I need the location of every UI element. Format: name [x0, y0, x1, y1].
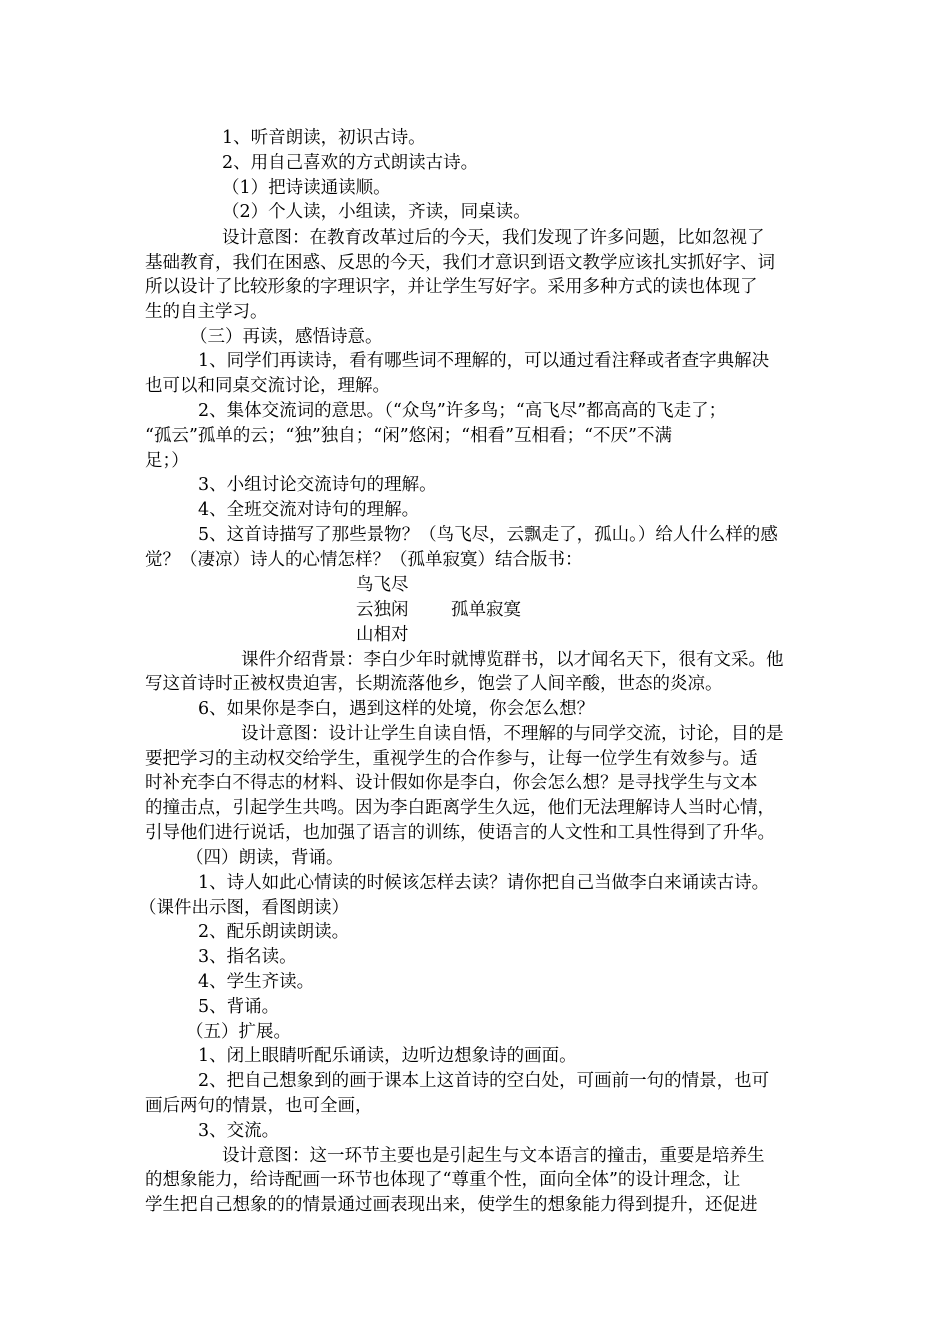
text-line: （1）把诗读通读顺。 — [222, 178, 391, 198]
board-text: 云独闲 — [356, 600, 409, 620]
text-line: 要把学习的主动权交给学生，重视学生的合作参与，让每一位学生有效参与。适 — [145, 749, 758, 769]
text-line: 引导他们进行说话，也加强了语言的训练，使语言的人文性和工具性得到了升华。 — [145, 823, 775, 843]
text-line: 也可以和同桌交流讨论，理解。 — [145, 376, 390, 396]
text-line: 2、把自己想象到的画于课本上这首诗的空白处，可画前一句的情景，也可 — [198, 1071, 770, 1091]
text-line: 觉？（凄凉）诗人的心情怎样？（孤单寂寞）结合版书： — [145, 550, 583, 570]
text-line: 3、小组讨论交流诗句的理解。 — [198, 475, 437, 495]
text-line: 写这首诗时正被权贵迫害，长期流落他乡，饱尝了人间辛酸，世态的炎凉。 — [145, 674, 723, 694]
text-line: 3、交流。 — [198, 1121, 280, 1141]
text-line: 4、全班交流对诗句的理解。 — [198, 500, 420, 520]
section-heading: （三）再读，感悟诗意。 — [190, 327, 383, 347]
section-heading: （五）扩展。 — [186, 1022, 291, 1042]
text-line: 1、诗人如此心情读的时候该怎样去读？请你把自己当做李白来诵读古诗。 — [198, 873, 770, 893]
text-line: 的撞击点，引起学生共鸣。因为李白距离学生久远，他们无法理解诗人当时心情， — [145, 798, 775, 818]
text-line: （2）个人读，小组读，齐读，同桌读。 — [222, 202, 531, 222]
board-text: 山相对 — [356, 625, 409, 645]
text-line: 生的自主学习。 — [145, 302, 268, 322]
text-line: 5、这首诗描写了那些景物？（鸟飞尽，云飘走了，孤山。）给人什么样的感 — [198, 525, 778, 545]
text-line: 设计意图：这一环节主要也是引起生与文本语言的撞击，重要是培养生 — [222, 1146, 765, 1166]
text-line: （课件出示图，看图朗读） — [139, 898, 349, 918]
text-line: 1、闭上眼睛听配乐诵读，边听边想象诗的画面。 — [198, 1046, 577, 1066]
text-line: 课件介绍背景：李白少年时就博览群书，以才闻名天下，很有文采。他 — [241, 650, 784, 670]
text-line: 2、集体交流词的意思。（“众鸟”许多鸟；“高飞尽”都高高的飞走了； — [198, 401, 727, 421]
text-line: 3、指名读。 — [198, 947, 297, 967]
text-line: 足；） — [145, 451, 189, 471]
text-line: 设计意图：设计让学生自读自悟，不理解的与同学交流，讨论，目的是 — [241, 724, 784, 744]
text-line: 设计意图：在教育改革过后的今天，我们发现了许多问题，比如忽视了 — [222, 228, 765, 248]
text-line: 1、同学们再读诗，看有哪些词不理解的，可以通过看注释或者查字典解决 — [198, 351, 770, 371]
text-line: 6、如果你是李白，遇到这样的处境，你会怎么想？ — [198, 699, 595, 719]
text-line: 4、学生齐读。 — [198, 972, 315, 992]
board-text: 鸟飞尽 — [356, 575, 409, 595]
text-line: 的想象能力，给诗配画一环节也体现了“尊重个性，面向全体”的设计理念，让 — [145, 1170, 741, 1190]
text-line: 学生把自己想象的的情景通过画表现出来，使学生的想象能力得到提升，还促进 — [145, 1195, 758, 1215]
text-line: 时补充李白不得志的材料、设计假如你是李白，你会怎么想？是寻找学生与文本 — [145, 773, 758, 793]
text-line: 2、用自己喜欢的方式朗读古诗。 — [222, 153, 479, 173]
text-line: 5、背诵。 — [198, 997, 280, 1017]
board-text: 孤单寂寞 — [451, 600, 521, 620]
text-line: 所以设计了比较形象的字理识字，并让学生写好字。采用多种方式的读也体现了 — [145, 277, 758, 297]
text-line: 1、听音朗读，初识古诗。 — [222, 128, 426, 148]
section-heading: （四）朗读，背诵。 — [186, 848, 344, 868]
text-line: 画后两句的情景，也可全画， — [145, 1096, 373, 1116]
text-line: “孤云”孤单的云；“独”独自；“闲”悠闲；“相看”互相看；“不厌”不满 — [145, 426, 672, 446]
text-line: 2、配乐朗读朗读。 — [198, 922, 350, 942]
text-line: 基础教育，我们在困惑、反思的今天，我们才意识到语文教学应该扎实抓好字、词 — [145, 253, 775, 273]
